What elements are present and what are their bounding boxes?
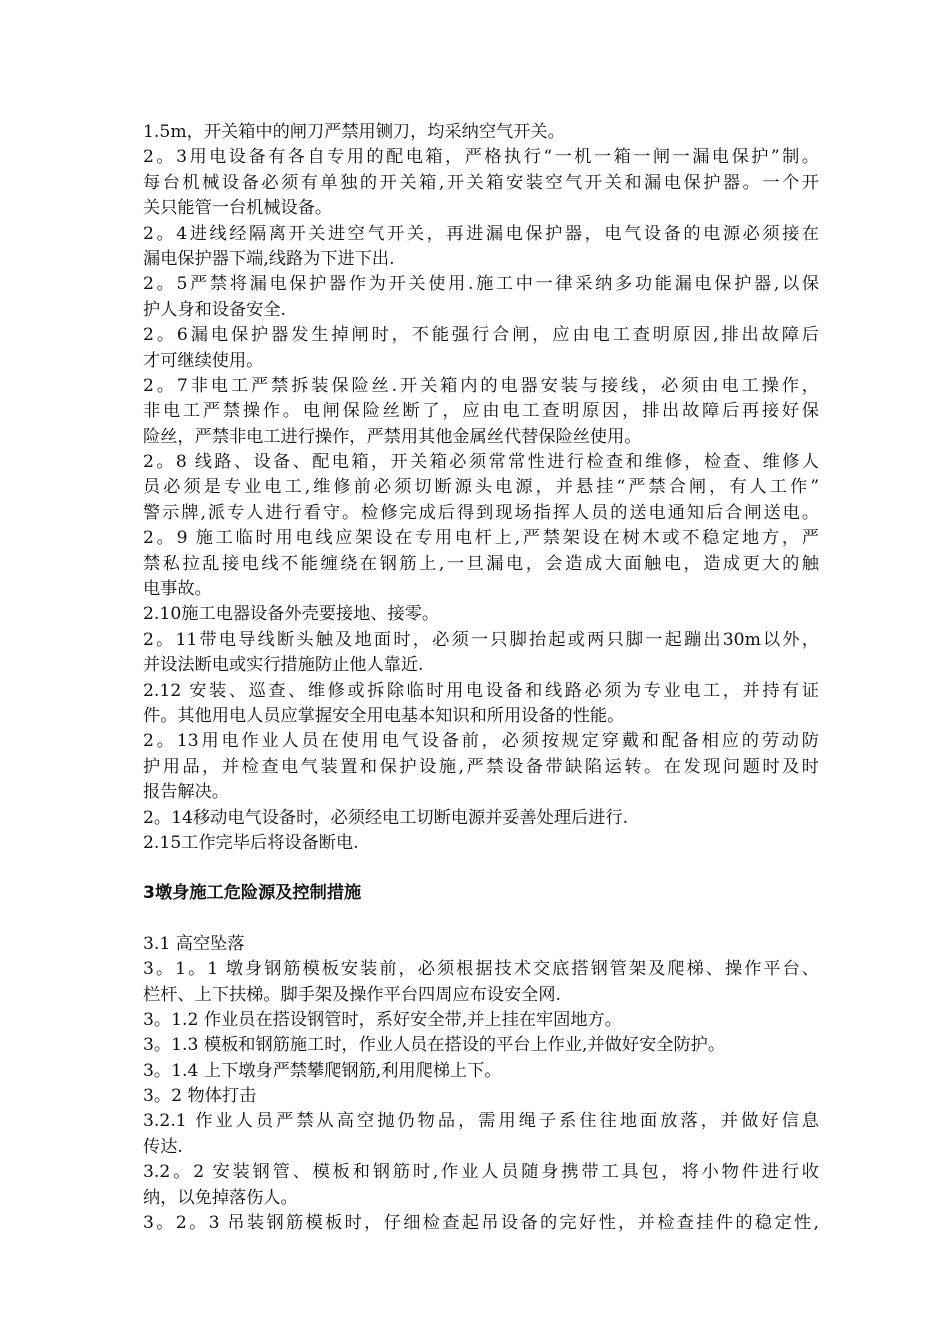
paragraph-line: 关只能管一台机械设备。 <box>143 198 333 219</box>
paragraph-line: 2。3用电设备有各自专用的配电箱，严格执行“一机一箱一闸一漏电保护”制。 <box>143 147 819 168</box>
paragraph-line: 2。14移动电气设备时，必须经电工切断电源并妥善处理后进行. <box>143 807 629 828</box>
paragraph-line: 2。7非电工严禁拆装保险丝.开关箱内的电器安装与接线，必须由电工操作， <box>143 375 819 396</box>
paragraph-line: 件。其他用电人员应掌握安全用电基本知识和所用设备的性能。 <box>143 705 625 726</box>
paragraph-line: 3。1。1 墩身钢筋模板安装前，必须根据技术交底搭钢管架及爬梯、操作平台、 <box>143 959 819 980</box>
paragraph-line: 3.2。2 安装钢管、模板和钢筋时,作业人员随身携带工具包，将小物件进行收 <box>143 1162 819 1183</box>
paragraph-line: 3。1.4 上下墩身严禁攀爬钢筋,利用爬梯上下。 <box>143 1060 502 1081</box>
paragraph-line: 3。2。3 吊装钢筋模板时，仔细检查起吊设备的完好性，并检查挂件的稳定性, <box>143 1213 819 1234</box>
paragraph-line: 才可继续使用。 <box>143 350 264 371</box>
paragraph-line: 3.2.1 作业人员严禁从高空抛仍物品，需用绳子系住往地面放落，并做好信息 <box>143 1111 819 1132</box>
paragraph-line: 每台机械设备必须有单独的开关箱,开关箱安装空气开关和漏电保护器。一个开 <box>143 172 819 193</box>
paragraph-line: 2。9 施工临时用电线应架设在专用电杆上,严禁架设在树木或不稳定地方，严 <box>143 528 819 549</box>
paragraph-line: 2.12 安装、巡查、维修或拆除临时用电设备和线路必须为专业电工，并持有证 <box>143 680 819 701</box>
paragraph-line: 3.1 高空坠落 <box>143 933 245 954</box>
paragraph-line: 员必须是专业电工,维修前必须切断源头电源，并悬挂“严禁合闸，有人工作” <box>143 477 819 498</box>
paragraph-line: 3。2 物体打击 <box>143 1086 257 1107</box>
paragraph-line: 并设法断电或实行措施防止他人靠近. <box>143 655 424 676</box>
document-page <box>143 120 819 1236</box>
section-3-heading: 3墩身施工危险源及控制措施 <box>143 883 362 904</box>
paragraph-line: 2。13用电作业人员在使用电气设备前，必须按规定穿戴和配备相应的劳动防 <box>143 731 819 752</box>
paragraph-line: 护人身和设备安全. <box>143 299 286 320</box>
paragraph-line: 报告解决。 <box>143 782 229 803</box>
paragraph-line: 2。8 线路、设备、配电箱，开关箱必须常常性进行检查和维修，检查、维修人 <box>143 452 819 473</box>
paragraph-line: 3。1.3 模板和钢筋施工时，作业人员在搭设的平台上作业,并做好安全防护。 <box>143 1035 726 1056</box>
section-3-body <box>143 932 819 1237</box>
paragraph-line: 栏杆、上下扶梯。脚手架及操作平台四周应布设安全网. <box>143 984 561 1005</box>
paragraph-line: 2.10施工电器设备外壳要接地、接零。 <box>143 604 440 625</box>
paragraph-line: 3。1.2 作业员在搭设钢管时，系好安全带,并上挂在牢固地方。 <box>143 1009 622 1030</box>
paragraph-line: 护用品，并检查电气装置和保护设施,严禁设备带缺陷运转。在发现问题时及时 <box>143 756 819 777</box>
paragraph-line: 纳，以免掉落伤人。 <box>143 1187 298 1208</box>
paragraph-line: 2。6漏电保护器发生掉闸时，不能强行合闸，应由电工查明原因,排出故障后 <box>143 325 819 346</box>
paragraph-line: 2.15工作完毕后将设备断电. <box>143 832 359 853</box>
paragraph-line: 漏电保护器下端,线路为下进下出. <box>143 248 395 269</box>
paragraph-line: 2。5严禁将漏电保护器作为开关使用.施工中一律采纳多功能漏电保护器,以保 <box>143 274 819 295</box>
section-2-body <box>143 120 819 856</box>
paragraph-line: 1.5m，开关箱中的闸刀严禁用铡刀，均采纳空气开关。 <box>143 122 565 142</box>
paragraph-line: 电事故。 <box>143 579 212 600</box>
paragraph-line: 禁私拉乱接电线不能缠绕在钢筋上,一旦漏电，会造成大面触电，造成更大的触 <box>143 553 819 574</box>
paragraph-line: 2。11带电导线断头触及地面时，必须一只脚抬起或两只脚一起蹦出30m以外， <box>143 629 819 650</box>
paragraph-line: 传达. <box>143 1136 183 1157</box>
paragraph-line: 非电工严禁操作。电闸保险丝断了，应由电工查明原因，排出故障后再接好保 <box>143 401 819 422</box>
paragraph-line: 2。4进线经隔离开关进空气开关，再进漏电保护器，电气设备的电源必须接在 <box>143 223 819 244</box>
paragraph-line: 险丝，严禁非电工进行操作，严禁用其他金属丝代替保险丝使用。 <box>143 426 642 447</box>
paragraph-line: 警示牌,派专人进行看守。检修完成后得到现场指挥人员的送电通知后合闸送电。 <box>143 502 819 523</box>
